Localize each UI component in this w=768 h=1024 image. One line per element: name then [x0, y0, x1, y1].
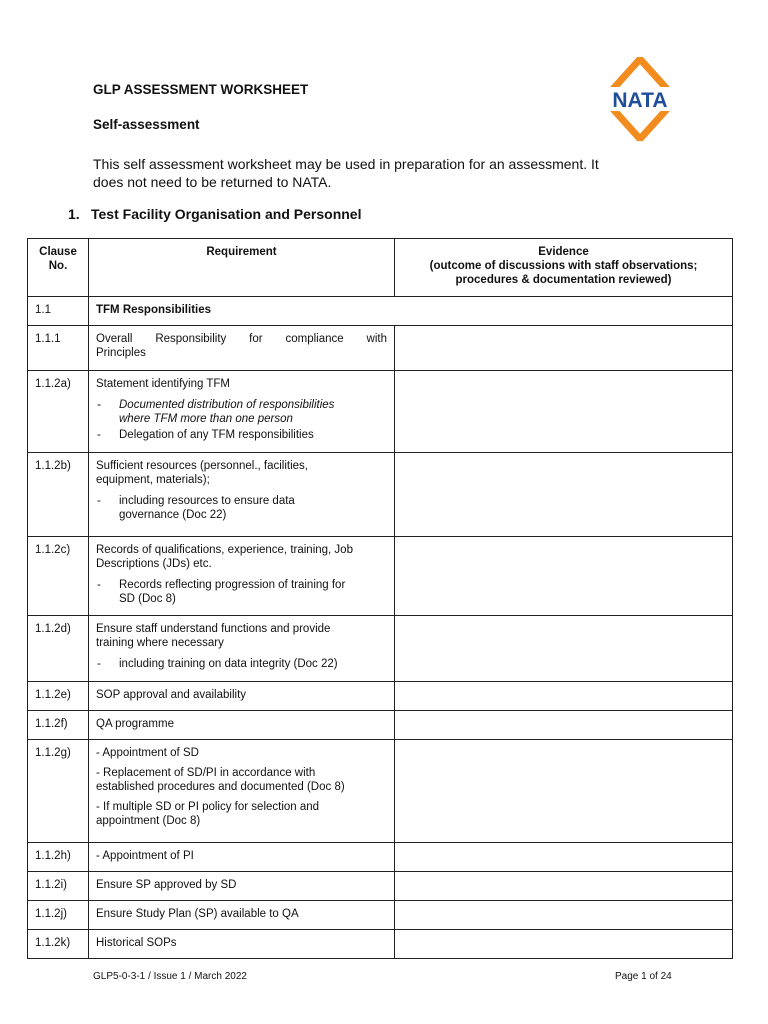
- bullet-item: - including resources to ensure data governance (Doc 22): [96, 494, 387, 522]
- table-header-row: [28, 239, 733, 297]
- worksheet-subtitle: Self-assessment: [93, 117, 200, 132]
- clause-cell: 1.1.2d): [28, 616, 89, 682]
- clause-cell: 1.1.2b): [28, 453, 89, 537]
- clause-cell: 1.1.2k): [28, 930, 89, 959]
- requirement-cell: - Appointment of PI: [89, 843, 395, 872]
- clause-cell: 1.1.1: [28, 326, 89, 371]
- table-row: [28, 711, 733, 740]
- table-row: [28, 537, 733, 616]
- table-row: [28, 740, 733, 843]
- table-row: [28, 616, 733, 682]
- requirement-cell: Records of qualifications, experience, training, Job Descriptions (JDs) etc. - Records reflecting progression of training for SD (Doc 8): [89, 537, 395, 616]
- intro-line: This self assessment worksheet may be used in preparation for an assessment. It: [93, 156, 599, 172]
- intro-paragraph: [93, 155, 673, 191]
- bullet-item: - Documented distribution of responsibilities where TFM more than one person: [96, 398, 387, 426]
- worksheet-title: GLP ASSESSMENT WORKSHEET: [93, 82, 309, 97]
- clause-cell: 1.1.2i): [28, 872, 89, 901]
- bullet-item: - Records reflecting progression of training for SD (Doc 8): [96, 578, 387, 606]
- header-evidence: Evidence (outcome of discussions with staff observations; procedures & documentation reviewed): [395, 239, 733, 297]
- requirement-cell: Overall Responsibility for compliance with Principles: [89, 326, 395, 371]
- requirement-cell: Ensure Study Plan (SP) available to QA: [89, 901, 395, 930]
- table-row: [28, 297, 733, 326]
- evidence-cell[interactable]: [395, 930, 733, 959]
- header-requirement: Requirement: [89, 239, 395, 297]
- table-row: [28, 682, 733, 711]
- intro-line: does not need to be returned to NATA.: [93, 174, 332, 190]
- clause-cell: 1.1.2g): [28, 740, 89, 843]
- table-row: [28, 453, 733, 537]
- requirement-cell: Ensure SP approved by SD: [89, 872, 395, 901]
- section-number: 1.: [68, 206, 80, 222]
- footer-doc-ref: GLP5-0-3-1 / Issue 1 / March 2022: [93, 971, 247, 982]
- requirement-cell: Statement identifying TFM - Documented distribution of responsibilities where TFM more than one person - Delegation of any TFM responsibilities: [89, 371, 395, 453]
- requirement-cell: SOP approval and availability: [89, 682, 395, 711]
- table-row: [28, 371, 733, 453]
- clause-cell: 1.1.2j): [28, 901, 89, 930]
- evidence-cell[interactable]: [395, 872, 733, 901]
- bullet-item: - including training on data integrity (Doc 22): [96, 657, 387, 671]
- evidence-cell[interactable]: [395, 371, 733, 453]
- clause-cell: 1.1.2a): [28, 371, 89, 453]
- nata-logo: [602, 57, 678, 141]
- clause-cell: 1.1.2f): [28, 711, 89, 740]
- header-clause: Clause No.: [28, 239, 89, 297]
- requirement-cell: - Appointment of SD - Replacement of SD/PI in accordance with established procedures and documented (Doc 8) - If multiple SD or PI policy for selection and appointment (Doc 8): [89, 740, 395, 843]
- logo-text: NATA: [612, 89, 668, 112]
- table-row: [28, 843, 733, 872]
- requirement-cell: Ensure staff understand functions and provide training where necessary - including training on data integrity (Doc 22): [89, 616, 395, 682]
- evidence-cell[interactable]: [395, 326, 733, 371]
- bullet-item: - Delegation of any TFM responsibilities: [96, 428, 387, 442]
- evidence-cell[interactable]: [395, 740, 733, 843]
- requirement-cell: Historical SOPs: [89, 930, 395, 959]
- table-row: [28, 930, 733, 959]
- requirement-cell: QA programme: [89, 711, 395, 740]
- requirement-cell: Sufficient resources (personnel., facilities, equipment, materials); - including resources to ensure data governance (Doc 22): [89, 453, 395, 537]
- table-row: [28, 901, 733, 930]
- section-heading: [68, 206, 361, 222]
- evidence-cell[interactable]: [395, 711, 733, 740]
- footer-page-number: Page 1 of 24: [615, 971, 672, 982]
- evidence-cell[interactable]: [395, 843, 733, 872]
- evidence-cell[interactable]: [395, 616, 733, 682]
- table-row: [28, 872, 733, 901]
- evidence-cell[interactable]: [395, 453, 733, 537]
- section-title: Test Facility Organisation and Personnel: [91, 206, 362, 222]
- requirement-heading: TFM Responsibilities: [89, 297, 733, 326]
- evidence-cell[interactable]: [395, 537, 733, 616]
- clause-cell: 1.1.2e): [28, 682, 89, 711]
- evidence-cell[interactable]: [395, 901, 733, 930]
- clause-cell: 1.1: [28, 297, 89, 326]
- clause-cell: 1.1.2c): [28, 537, 89, 616]
- assessment-table: [27, 238, 733, 959]
- clause-cell: 1.1.2h): [28, 843, 89, 872]
- evidence-cell[interactable]: [395, 682, 733, 711]
- table-row: [28, 326, 733, 371]
